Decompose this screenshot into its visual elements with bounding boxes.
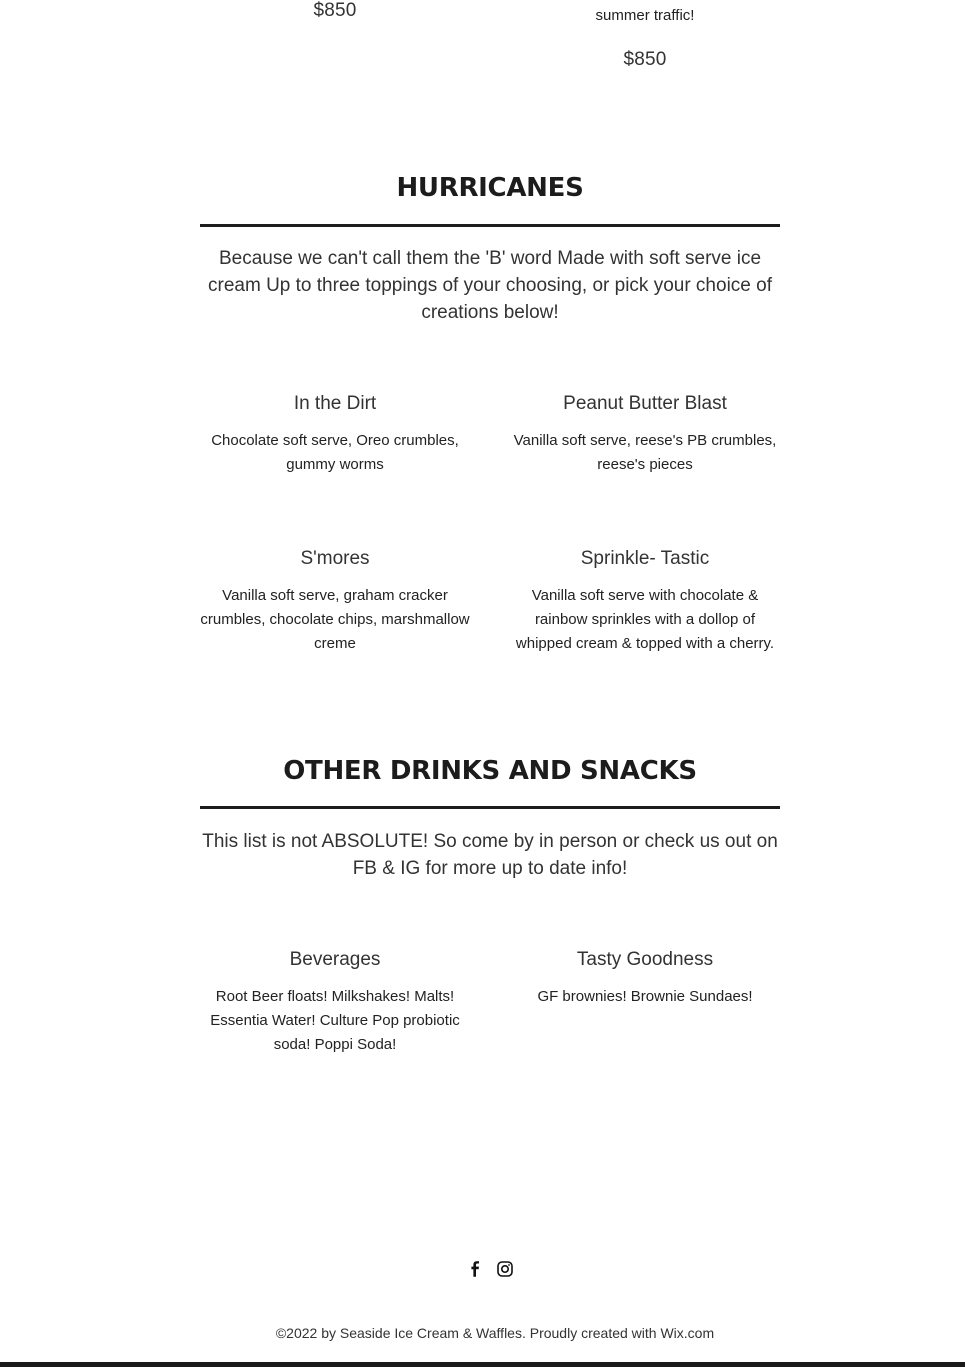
menu-item-desc: GF brownies! Brownie Sundaes! bbox=[537, 988, 753, 1005]
menu-item-title: S'mores bbox=[300, 548, 370, 569]
menu-item-title: Tasty Goodness bbox=[576, 949, 714, 970]
menu-item-title: Beverages bbox=[289, 949, 381, 970]
instagram-icon[interactable] bbox=[495, 1259, 515, 1279]
menu-item-title: Sprinkle- Tastic bbox=[580, 548, 710, 569]
section-divider bbox=[200, 806, 780, 809]
instagram-icon-glyph bbox=[497, 1261, 513, 1277]
menu-item-desc: Vanilla soft serve, reese's PB crumbles, reese's pieces bbox=[513, 432, 777, 473]
section-description: This list is not ABSOLUTE! So come by in person or check us out on FB & IG for more up to date info! bbox=[202, 831, 778, 879]
facebook-icon-glyph bbox=[468, 1261, 482, 1277]
item-price: $850 bbox=[313, 0, 357, 21]
item-desc: summer traffic! bbox=[595, 7, 695, 24]
bottom-border bbox=[0, 1362, 965, 1367]
menu-item-desc: Vanilla soft serve, graham cracker crumbles, chocolate chips, marshmallow creme bbox=[200, 587, 470, 652]
facebook-icon[interactable] bbox=[465, 1259, 485, 1279]
section-title-hurricanes: HURRICANES bbox=[396, 173, 584, 203]
menu-item-desc: Root Beer floats! Milkshakes! Malts! Essentia Water! Culture Pop probiotic soda! Poppi Soda! bbox=[210, 988, 460, 1053]
section-divider bbox=[200, 224, 780, 227]
section-description: Because we can't call them the 'B' word Made with soft serve ice cream Up to three toppings of your choosing, or pick your choice of creations below! bbox=[208, 248, 772, 323]
section-title-other: OTHER DRINKS AND SNACKS bbox=[283, 756, 697, 786]
menu-item-title: In the Dirt bbox=[293, 393, 377, 414]
footer-copyright: ©2022 by Seaside Ice Cream & Waffles. Proudly created with Wix.com bbox=[275, 1325, 715, 1341]
menu-item-title: Peanut Butter Blast bbox=[563, 393, 727, 414]
menu-item-desc: Vanilla soft serve with chocolate & rainbow sprinkles with a dollop of whipped cream & topped with a cherry. bbox=[515, 587, 775, 652]
menu-item-desc: Chocolate soft serve, Oreo crumbles, gummy worms bbox=[211, 432, 459, 473]
item-price: $850 bbox=[623, 49, 667, 70]
